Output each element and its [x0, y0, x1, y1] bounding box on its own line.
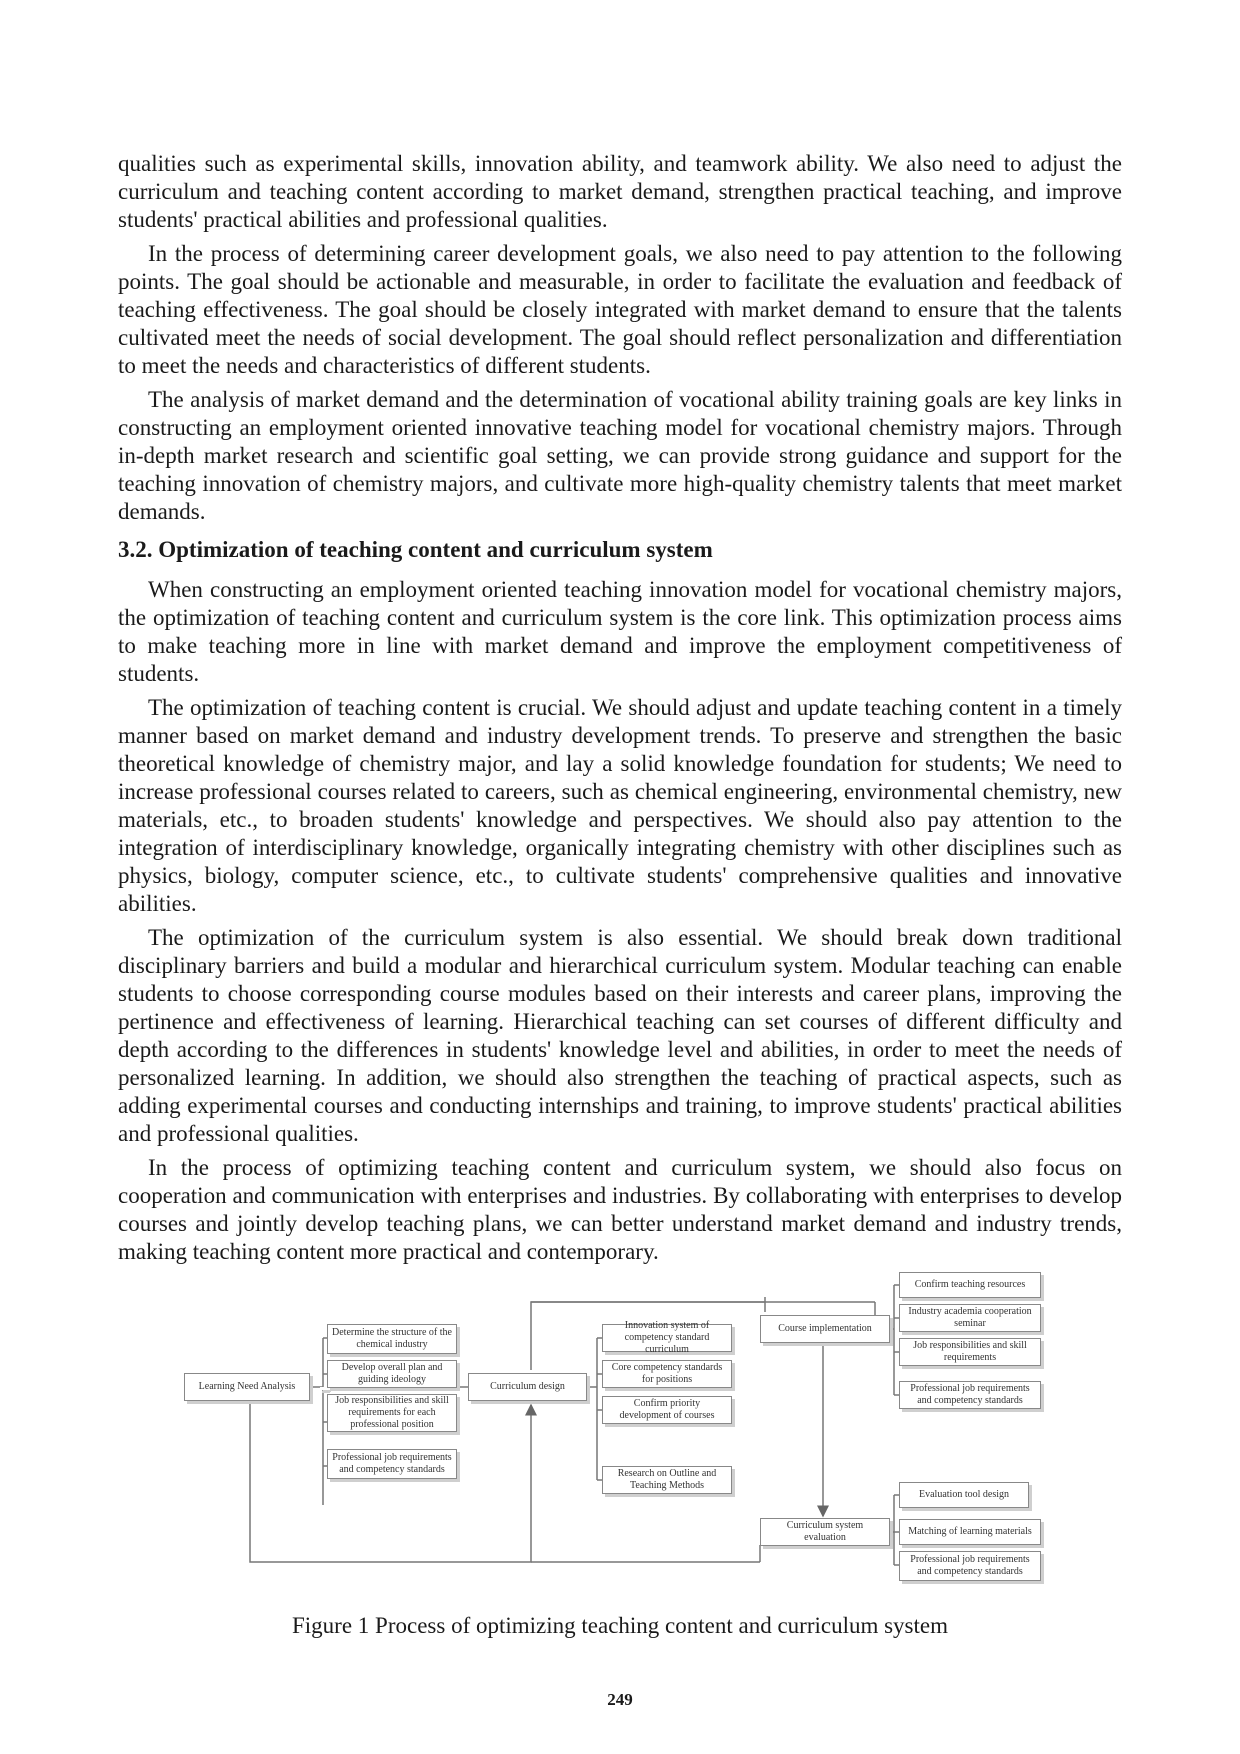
spacer	[327, 1386, 335, 1388]
spacer	[319, 1388, 327, 1390]
implementation-item: Industry academia cooperation seminar	[899, 1304, 1041, 1332]
spacer	[319, 1388, 327, 1390]
paragraph: In the process of optimizing teaching content and curriculum system, we should also focus on cooperation and communication with enterprises and industries. By collaborating with enterprises to develop courses and jointly develop teaching plans, we can better understand market demand and industry trends, making teaching content more practical and contemporary.	[118, 1155, 1122, 1264]
spacer	[327, 1386, 335, 1388]
paragraph: The optimization of the curriculum system is also essential. We should break down traditional disciplinary barriers and build a modular and hierarchical curriculum system. Modular teaching can enable students to choose corresponding course modules based on their interests and career plans, improving the pertinence and effectiveness of learning. Hierarchical teaching can set courses of different difficulty and depth according to the differences in students' knowledge level and abilities, in order to meet the needs of personalized learning. In addition, we should also strengthen the teaching of practical aspects, such as adding experimental courses and conducting internships and training, to improve students' practical abilities and professional qualities.	[118, 925, 1122, 1146]
paragraph: The optimization of teaching content is crucial. We should adjust and update teaching content in a timely manner based on market demand and industry development trends. To preserve and strengthen the basic theoretical knowledge of chemistry major, and lay a solid knowledge foundation for students; We need to increase professional courses related to careers, such as chemical engineering, environmental chemistry, new materials, etc., to broaden students' knowledge and perspectives. We should also pay attention to the integration of interdisciplinary knowledge, organically integrating chemistry with other disciplines such as physics, biology, computer science, etc., to cultivate students' comprehensive qualities and innovative abilities.	[118, 695, 1122, 916]
spacer	[327, 1386, 335, 1388]
spacer	[319, 1388, 327, 1390]
spacer	[320, 1387, 328, 1389]
curriculum-design-box: Curriculum design	[468, 1373, 587, 1401]
implementation-item: Professional job requirements and competency standards	[899, 1381, 1041, 1409]
analysis-item: Job responsibilities and skill requirements for each professional position	[327, 1394, 457, 1432]
spacer	[327, 1386, 335, 1388]
paragraph: In the process of determining career development goals, we also need to pay attention to the following points. The goal should be actionable and measurable, in order to facilitate the evaluation and feedback of teaching effectiveness. The goal should be closely integrated with market demand to ensure that the talents cultivated meet the needs of social development. The goal should reflect personalization and differentiation to meet the needs and characteristics of different students.	[118, 241, 1122, 378]
spacer	[327, 1386, 335, 1388]
curriculum-evaluation-box: Curriculum system evaluation	[760, 1518, 890, 1546]
page-number: 249	[607, 1690, 633, 1709]
analysis-item: Professional job requirements and competency standards	[327, 1449, 457, 1479]
spacer	[327, 1386, 335, 1388]
design-item: Confirm priority development of courses	[602, 1396, 732, 1424]
spacer	[319, 1388, 327, 1390]
spacer	[319, 1388, 327, 1390]
paragraph: qualities such as experimental skills, innovation ability, and teamwork ability. We also need to adjust the curriculum and teaching content according to market demand, strengthen practical teaching, and improve students' practical abilities and professional qualities.	[118, 151, 1122, 232]
course-implementation-box: Course implementation	[760, 1315, 890, 1343]
spacer	[327, 1386, 335, 1388]
section-heading: 3.2. Optimization of teaching content and curriculum system	[118, 537, 713, 562]
spacer	[327, 1385, 335, 1387]
implementation-item: Job responsibilities and skill requirements	[899, 1338, 1041, 1366]
analysis-item: Develop overall plan and guiding ideology	[327, 1360, 457, 1388]
spacer	[327, 1386, 335, 1388]
spacer	[319, 1388, 327, 1390]
spacer	[327, 1386, 335, 1388]
paragraph: The analysis of market demand and the determination of vocational ability training goals are key links in constructing an employment oriented innovative teaching model for vocational chemistry majors. Through in-depth market research and scientific goal setting, we can provide strong guidance and support for the teaching innovation of chemistry majors, and cultivate more high-quality chemistry talents that meet market demands.	[118, 387, 1122, 524]
connector-line	[250, 1400, 531, 1562]
spacer	[319, 1388, 327, 1390]
learning-need-analysis-box: Learning Need Analysis	[184, 1373, 310, 1401]
body-text	[118, 150, 1122, 1272]
evaluation-item: Matching of learning materials	[899, 1519, 1041, 1545]
figure-caption: Figure 1 Process of optimizing teaching content and curriculum system	[292, 1613, 948, 1638]
evaluation-item: Evaluation tool design	[899, 1482, 1029, 1508]
paragraph: When constructing an employment oriented teaching innovation model for vocational chemistry majors, the optimization of teaching content and curriculum system is the core link. This optimization process aims to make teaching more in line with market demand and improve the employment competitiveness of students.	[118, 577, 1122, 686]
design-item: Core competency standards for positions	[602, 1360, 732, 1388]
design-item: Innovation system of competency standard curriculum	[602, 1324, 732, 1352]
design-item: Research on Outline and Teaching Methods	[602, 1466, 732, 1494]
implementation-item: Confirm teaching resources	[899, 1272, 1041, 1298]
evaluation-item: Professional job requirements and competency standards	[899, 1551, 1041, 1581]
spacer	[319, 1388, 327, 1390]
analysis-item: Determine the structure of the chemical industry	[327, 1324, 457, 1354]
spacer	[327, 1386, 335, 1388]
connector-line	[531, 1302, 765, 1370]
